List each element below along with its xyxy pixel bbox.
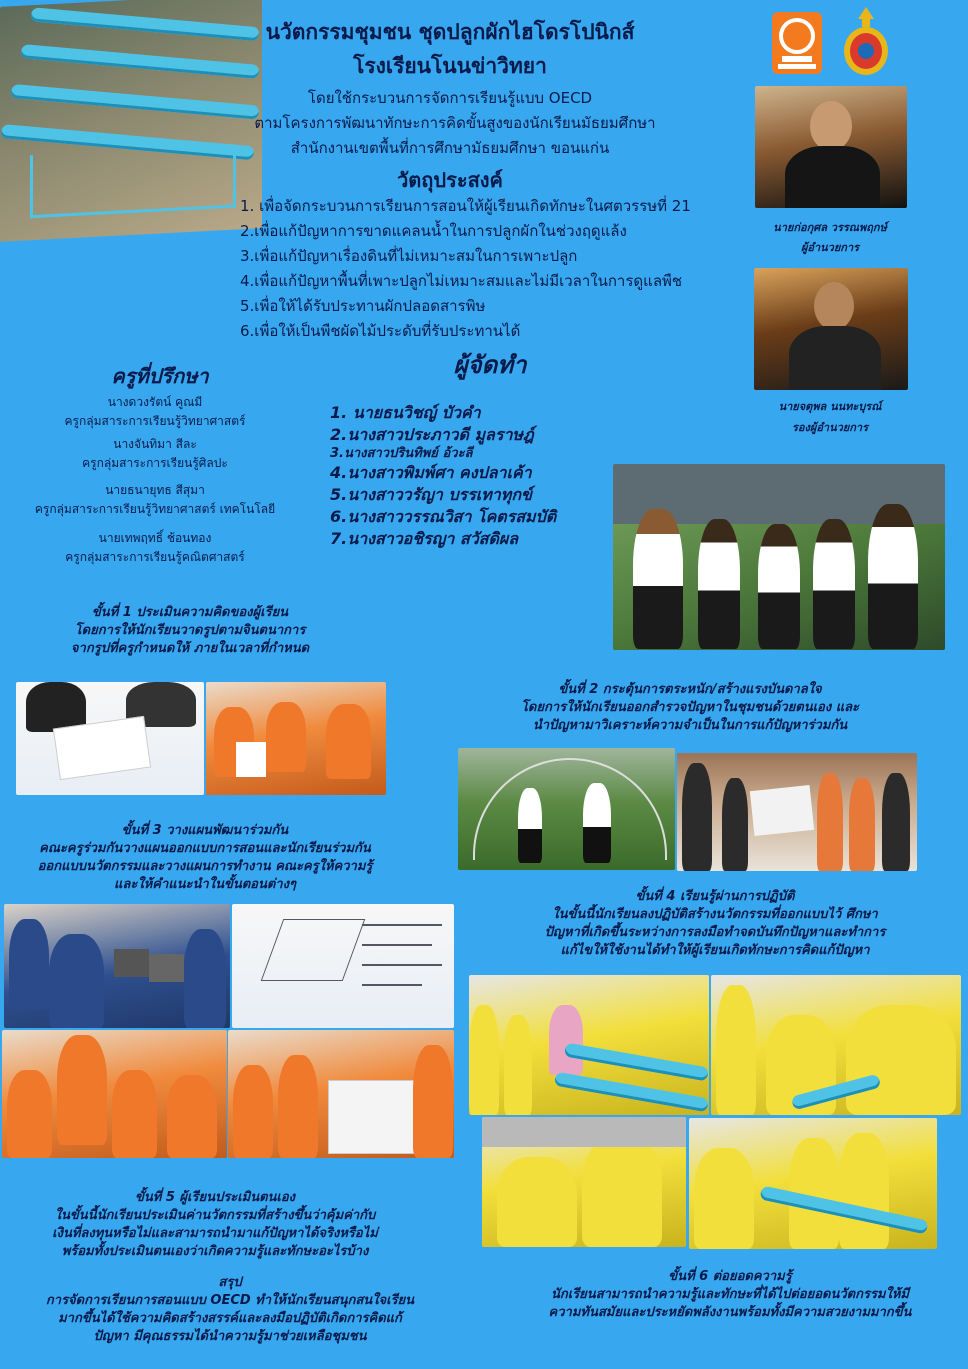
maker-item: 2.นางสาวประภาวดี มูลราษฎ์ bbox=[330, 425, 534, 444]
director-name: นายก่อกุศล วรรณพฤกษ์ bbox=[773, 221, 887, 234]
step-5 bbox=[15, 1189, 415, 1261]
makers-list bbox=[330, 402, 630, 550]
summary bbox=[10, 1274, 450, 1346]
advisor-dept: ครูกลุ่มสาระการเรียนรู้วิทยาศาสตร์ bbox=[64, 414, 246, 428]
summary-line: มากขึ้นได้ใช้ความคิดสร้างสรรค์และลงมือปฏิบัติเกิดการคิดแก้ bbox=[58, 1311, 402, 1326]
director-photo bbox=[755, 86, 907, 208]
step-4-line: ในขั้นนี้นักเรียนลงปฏิบัติสร้างนวัตกรรมที่ออกแบบไว้ ศึกษา bbox=[552, 907, 878, 922]
step-2-photo-field bbox=[458, 748, 675, 870]
step-3-photo-laptops bbox=[4, 904, 230, 1028]
step-4-photo-measuring bbox=[711, 975, 961, 1115]
objective-item: 1. เพื่อจัดกระบวนการเรียนการสอนให้ผู้เรียนเกิดทักษะในศตวรรษที่ 21 bbox=[240, 197, 691, 215]
step-2 bbox=[455, 681, 925, 735]
step-5-title: ขั้นที่ 5 ผู้เรียนประเมินตนเอง bbox=[134, 1190, 296, 1205]
summary-line: ปัญหา มีคุณธรรมได้นำความรู้มาช่วยเหลือชุมชน bbox=[93, 1329, 367, 1344]
step-4-title: ขั้นที่ 4 เรียนรู้ผ่านการปฏิบัติ bbox=[635, 889, 795, 904]
advisor-entry bbox=[5, 481, 305, 519]
school-name: โรงเรียนโนนข่าวิทยา bbox=[353, 54, 547, 78]
deputy-photo bbox=[754, 268, 908, 390]
makers-heading: ผู้จัดทำ bbox=[453, 351, 527, 379]
advisor-dept: ครูกลุ่มสาระการเรียนรู้คณิตศาสตร์ bbox=[65, 550, 245, 564]
step-4-photo-assembly bbox=[482, 1117, 686, 1247]
objective-item: 3.เพื่อแก้ปัญหาเรื่องดินที่ไม่เหมาะสมในการเพาะปลูก bbox=[240, 247, 578, 265]
step-3-photo-group-a bbox=[2, 1030, 227, 1158]
step-1 bbox=[20, 604, 360, 658]
advisor-dept: ครูกลุ่มสาระการเรียนรู้ศิลปะ bbox=[82, 456, 228, 470]
step-2-line: นำปัญหามาวิเคราะห์ความจำเป็นในการแก้ปัญหาร่วมกัน bbox=[532, 718, 848, 733]
step-4-photo-pipes bbox=[469, 975, 709, 1115]
step-1-title: ขั้นที่ 1 ประเมินความคิดของผู้เรียน bbox=[91, 605, 289, 620]
step-4 bbox=[470, 888, 960, 960]
step-5-line: ในขั้นนี้นักเรียนประเมินค่านวัตกรรมที่สร้างขึ้นว่าคุ้มค่ากับ bbox=[54, 1208, 376, 1223]
step-1-line: โดยการให้นักเรียนวาดรูปตามจินตนาการ bbox=[74, 623, 306, 638]
step-2-title: ขั้นที่ 2 กระตุ้นการตระหนัก/สร้างแรงบันดาลใจ bbox=[558, 682, 822, 697]
objective-item: 6.เพื่อให้เป็นพืชผัดไม้ประดับที่รับประทานได้ bbox=[240, 322, 521, 340]
step-4-line: ปัญหาที่เกิดขึ้นระหว่างการลงมือทำจดบันทึกปัญหาและทำการ bbox=[544, 925, 886, 940]
maker-item: 3.นางสาวปรินทิพย์ อ้วะลี bbox=[330, 446, 473, 461]
objective-item: 4.เพื่อแก้ปัญหาพื้นที่เพาะปลูกไม่เหมาะสมและไม่มีเวลาในการดูแลพืช bbox=[240, 272, 683, 290]
objectives-list bbox=[240, 194, 740, 344]
advisor-name: นายเทพฤทธิ์ ช้อนทอง bbox=[98, 531, 212, 545]
step-6-line: ความทันสมัยและประหยัดพลังงานพร้อมทั้งมีความสวยงามมากขึ้น bbox=[548, 1305, 912, 1320]
step-3-line: ออกแบบนวัตกรรมและวางแผนการทำงาน คณะครูให้ความรู้ bbox=[37, 859, 373, 874]
maker-item: 1. นายธนวิชญ์ บัวคำ bbox=[330, 403, 481, 422]
advisor-entry bbox=[10, 529, 300, 567]
advisor-dept: ครูกลุ่มสาระการเรียนรู้วิทยาศาสตร์ เทคโนโลยี bbox=[34, 502, 276, 516]
step-3-line: และให้คำแนะนำในขั้นตอนต่างๆ bbox=[114, 877, 296, 892]
step-1-photo-drawing bbox=[16, 682, 204, 795]
step-6-title: ขั้นที่ 6 ต่อยอดความรู้ bbox=[668, 1269, 792, 1284]
step-3 bbox=[5, 822, 405, 894]
step-5-line: เงินที่ลงทุนหรือไม่และสามารถนำมาแก้ปัญหาได้จริงหรือไม่ bbox=[52, 1226, 378, 1241]
maker-item: 7.นางสาวอชิรญา สวัสดิผล bbox=[330, 529, 519, 548]
advisor-name: นางดวงรัตน์ คูณมี bbox=[107, 395, 203, 409]
step-3-line: คณะครูร่วมกันวางแผนออกแบบการสอนและนักเรียนร่วมกัน bbox=[39, 841, 371, 856]
advisors-heading: ครูที่ปรึกษา bbox=[111, 364, 209, 388]
step-3-photo-sketch bbox=[232, 904, 454, 1028]
maker-item: 5.นางสาววรัญา บรรเทาทุกข์ bbox=[330, 485, 532, 504]
objective-item: 5.เพื่อให้ได้รับประทานผักปลอดสารพิษ bbox=[240, 297, 486, 315]
step-4-photo-finished bbox=[689, 1118, 937, 1249]
deputy-name: นายจตุพล นนทะบุรณ์ bbox=[778, 400, 882, 413]
director-role: ผู้อำนวยการ bbox=[800, 241, 860, 254]
step-4-line: แก้ไขให้ใช้งานได้ทำให้ผู้เรียนเกิดทักษะการคิดแก้ปัญหา bbox=[560, 943, 870, 958]
subtitle-method: โดยใช้กระบวนการจัดการเรียนรู้แบบ OECD bbox=[307, 89, 593, 107]
summary-line: การจัดการเรียนการสอนแบบ OECD ทำให้นักเรียนสนุกสนใจเรียน bbox=[45, 1293, 415, 1308]
step-1-photo-class bbox=[206, 682, 386, 795]
step-6-line: นักเรียนสามารถนำความรู้และทักษะที่ได้ไปต่อยอดนวัตกรรมให้มี bbox=[551, 1287, 909, 1302]
step-3-photo-group-b bbox=[228, 1030, 454, 1158]
step-2-photo-army bbox=[677, 753, 917, 871]
step-6 bbox=[500, 1268, 960, 1322]
obec-logo bbox=[768, 10, 826, 76]
step-3-title: ขั้นที่ 3 วางแผนพัฒนาร่วมกัน bbox=[121, 823, 289, 838]
maker-item: 4.นางสาวพิมพ์ศา คงปลาเค้า bbox=[330, 463, 532, 482]
page-title: นวัตกรรมชุมชน ชุดปลูกผักไฮโดรโปนิกส์ bbox=[265, 20, 635, 44]
objectives-heading: วัตถุประสงค์ bbox=[397, 168, 503, 192]
advisor-entry bbox=[10, 435, 300, 473]
advisor-name: นายธนายุทธ สีสุมา bbox=[105, 483, 205, 497]
deputy-role: รองผู้อำนวยการ bbox=[791, 421, 868, 434]
step-1-line: จากรูปที่ครูกำหนดให้ ภายในเวลาที่กำหนด bbox=[70, 641, 310, 656]
subtitle-project: ตามโครงการพัฒนาทักษะการคิดขั้นสูงของนักเรียนมัธยมศึกษา bbox=[254, 114, 656, 132]
step-2-line: โดยการให้นักเรียนออกสำรวจปัญหาในชุมชนด้วยตนเอง และ bbox=[520, 700, 860, 715]
objective-item: 2.เพื่อแก้ปัญหาการขาดแคลนน้ำในการปลูกผักในช่วงฤดูแล้ง bbox=[240, 222, 627, 240]
students-group-photo bbox=[613, 464, 945, 650]
maker-item: 6.นางสาววรรณวิสา โคตรสมบัติ bbox=[330, 507, 557, 526]
advisor-name: นางจันทิมา สีละ bbox=[113, 437, 197, 451]
summary-heading: สรุป bbox=[218, 1275, 242, 1290]
school-emblem-logo bbox=[840, 5, 892, 77]
subtitle-office: สำนักงานเขตพื้นที่การศึกษามัธยมศึกษา ขอนแก่น bbox=[290, 139, 610, 157]
advisor-entry bbox=[10, 393, 300, 431]
step-5-line: พร้อมทั้งประเมินตนเองว่าเกิดความรู้และทักษะอะไรบ้าง bbox=[61, 1244, 369, 1259]
